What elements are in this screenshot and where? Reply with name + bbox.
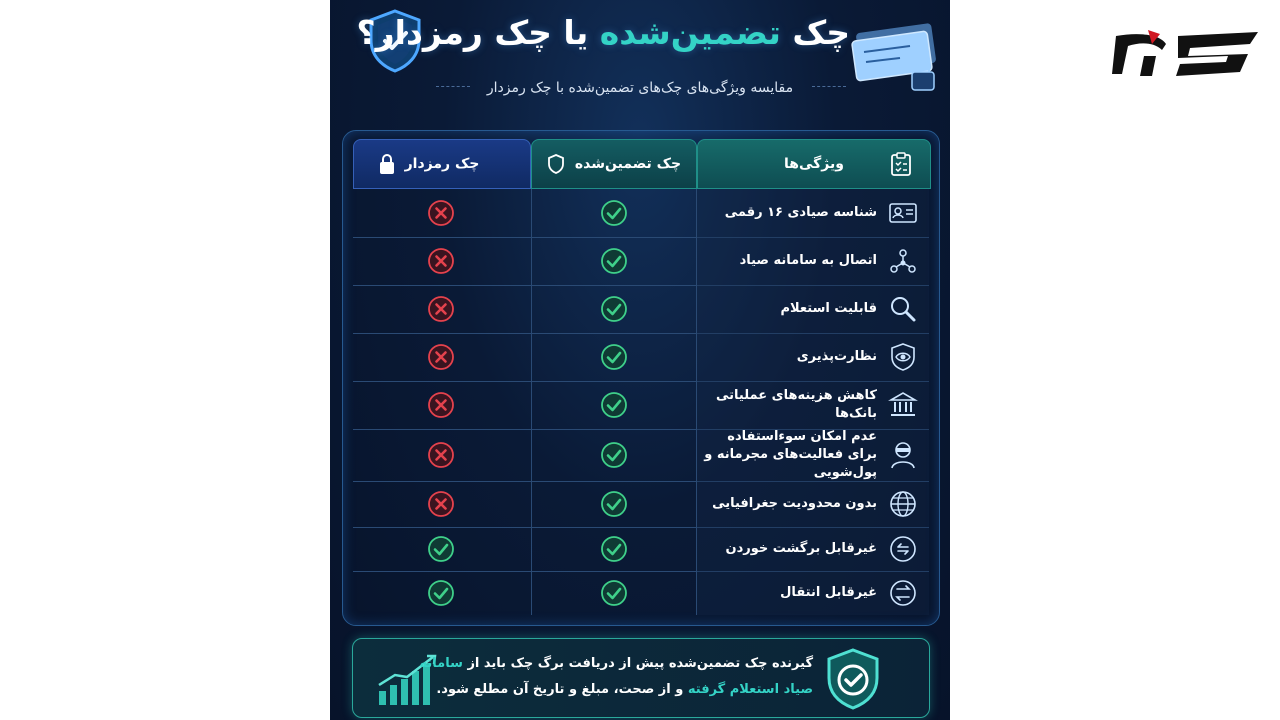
table-row	[353, 429, 929, 482]
feature-label: عدم امکان سوءاستفاده برای فعالیت‌های مجرمانه و پول‌شویی	[704, 429, 877, 480]
check-icon	[427, 579, 455, 607]
feature-label: اتصال به سامانه صیاد	[739, 253, 877, 268]
footer-text: گیرنده چک تضمین‌شده پیش از دریافت برگ چک باید از سامانه صیاد استعلام گرفته و از صحت، مبلغ و تاریخ آن مطلع شود.	[419, 656, 813, 697]
feature-label: قابلیت استعلام	[780, 301, 877, 316]
infographic-panel	[330, 0, 950, 720]
return-arrow-icon	[887, 533, 919, 565]
site-logo	[1108, 26, 1268, 86]
page-title: چک تضمین‌شده یا چک رمزدار؟	[356, 13, 850, 52]
password-cell	[353, 381, 529, 429]
header-features-label: ویژگی‌ها	[784, 156, 844, 172]
lock-icon	[378, 153, 396, 175]
password-cell	[353, 481, 529, 527]
feature-cell	[697, 381, 929, 429]
header-guaranteed-label: چک تضمین‌شده	[574, 156, 682, 172]
guaranteed-cell	[531, 189, 697, 237]
password-cell	[353, 571, 529, 615]
network-icon	[887, 245, 919, 277]
shield-icon	[547, 154, 565, 174]
cross-icon	[427, 199, 455, 227]
feature-cell	[697, 237, 929, 285]
table-row	[353, 571, 929, 615]
check-icon	[600, 199, 628, 227]
clipboard-icon	[888, 151, 914, 177]
table-row	[353, 285, 929, 334]
cross-icon	[427, 490, 455, 518]
feature-label: غیرقابل انتقال	[780, 585, 877, 600]
feature-label: کاهش هزینه‌های عملیاتی بانک‌ها	[716, 388, 877, 421]
feature-label: بدون محدودیت جغرافیایی	[712, 496, 877, 511]
feature-cell	[697, 481, 929, 527]
cheque-lock-icon	[850, 22, 942, 98]
check-icon	[600, 343, 628, 371]
guaranteed-cell	[531, 429, 697, 481]
table-row	[353, 237, 929, 286]
feature-label: نظارت‌پذیری	[796, 349, 877, 364]
table-row	[353, 527, 929, 572]
comparison-table	[342, 130, 940, 626]
check-icon	[600, 247, 628, 275]
check-icon	[600, 579, 628, 607]
globe-icon	[887, 488, 919, 520]
feature-cell	[697, 285, 929, 333]
check-icon	[600, 441, 628, 469]
masked-person-icon	[887, 439, 919, 471]
guaranteed-cell	[531, 527, 697, 571]
check-icon	[600, 535, 628, 563]
check-icon	[600, 295, 628, 323]
password-cell	[353, 237, 529, 285]
password-cell	[353, 527, 529, 571]
password-cell	[353, 285, 529, 333]
feature-label: شناسه صیادی ۱۶ رقمی	[724, 205, 877, 220]
feature-cell	[697, 333, 929, 381]
header-guaranteed	[531, 139, 697, 189]
cross-icon	[427, 391, 455, 419]
table-row	[353, 333, 929, 382]
feature-cell	[697, 429, 929, 481]
password-cell	[353, 189, 529, 237]
header-features	[697, 139, 931, 189]
password-cell	[353, 333, 529, 381]
subtitle: مقایسه ویژگی‌های چک‌های تضمین‌شده با چک رمزدار	[486, 80, 794, 96]
password-cell	[353, 429, 529, 481]
header-password	[353, 139, 531, 189]
check-icon	[600, 490, 628, 518]
check-icon	[600, 391, 628, 419]
table-row	[353, 381, 929, 430]
magnifier-icon	[887, 293, 919, 325]
cross-icon	[427, 247, 455, 275]
guaranteed-cell	[531, 481, 697, 527]
feature-cell	[697, 527, 929, 571]
cross-icon	[427, 295, 455, 323]
guaranteed-cell	[531, 237, 697, 285]
guaranteed-cell	[531, 333, 697, 381]
guaranteed-cell	[531, 285, 697, 333]
guaranteed-cell	[531, 571, 697, 615]
eye-shield-icon	[887, 341, 919, 373]
check-icon	[427, 535, 455, 563]
guaranteed-cell	[531, 381, 697, 429]
transfer-arrows-icon	[887, 577, 919, 609]
table-row	[353, 481, 929, 528]
table-row	[353, 189, 929, 238]
cross-icon	[427, 441, 455, 469]
cross-icon	[427, 343, 455, 371]
feature-cell	[697, 189, 929, 237]
feature-cell	[697, 571, 929, 615]
footer-note	[352, 638, 930, 718]
header-password-label: چک رمزدار	[404, 156, 480, 172]
id-card-icon	[887, 197, 919, 229]
bank-icon	[887, 389, 919, 421]
footer-shield-check-icon	[823, 647, 883, 711]
feature-label: غیرقابل برگشت خوردن	[725, 541, 877, 556]
